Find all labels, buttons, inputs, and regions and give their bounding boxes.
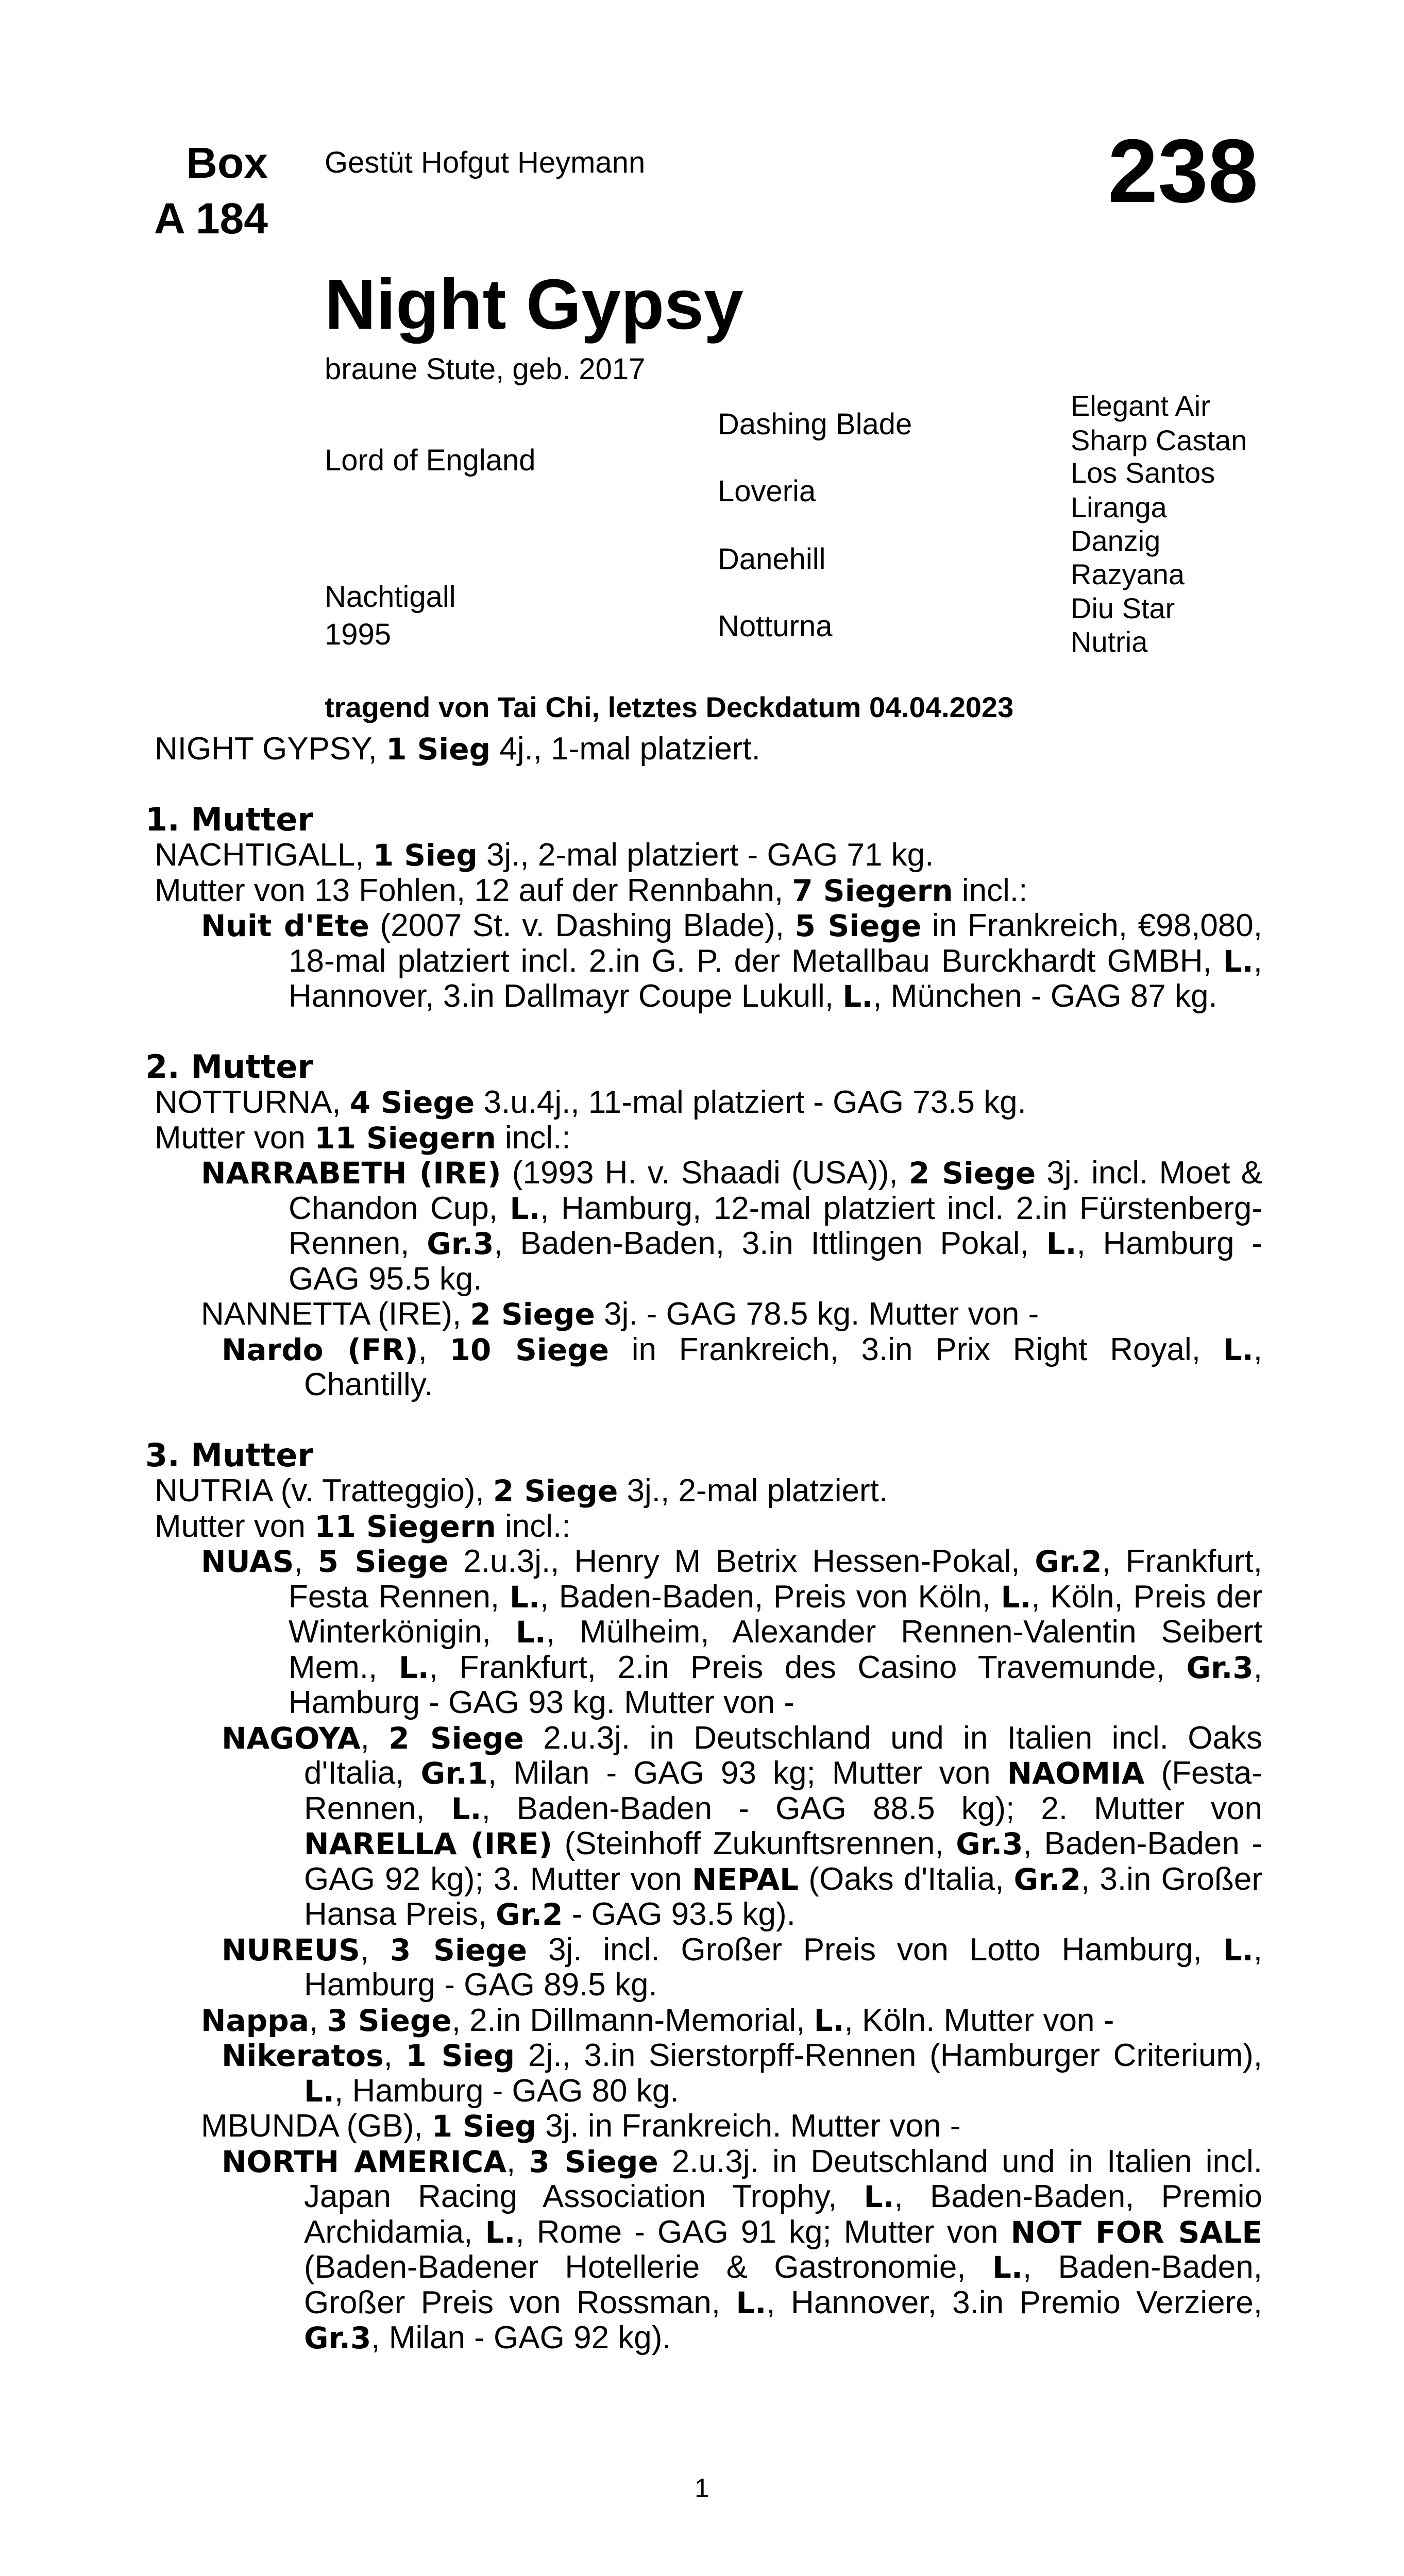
granddam-record: NOTTURNA, 4 Siege 3.u.4j., 11-mal platziert - GAG 73.5 kg. [155, 1084, 1026, 1120]
produce-entry: NANNETTA (IRE), 2 Siege 3j. - GAG 78.5 kg. Mutter von - [201, 1296, 1039, 1332]
stud-name: Gestüt Hofgut Heymann [325, 146, 646, 179]
produce-entry: NARRABETH (IRE) (1993 H. v. Shaadi (USA)), 2 Siege 3j. incl. Moet & Chandon Cup, L., Hamburg, 12-mal platziert incl. 2.in Fürstenberg-Rennen, Gr.3, Baden-Baden, 3.in Ittlingen Pokal, L., Hamburg - GAG 95.5 kg. [201, 1155, 1263, 1297]
page-number: 1 [695, 2473, 709, 2503]
pedigree-sire-sire: Dashing Blade [718, 408, 912, 441]
horse-name: Night Gypsy [325, 265, 743, 344]
box-number: A 184 [154, 194, 268, 243]
pedigree-g4-3: Los Santos [1071, 456, 1215, 489]
produce-entry: Nikeratos, 1 Sieg 2j., 3.in Sierstorpff-Rennen (Hamburger Criterium), L., Hamburg - GAG 80 kg. [222, 2038, 1262, 2109]
pedigree-dam-dam: Notturna [718, 609, 833, 643]
section-2-heading: 2. Mutter [145, 1047, 314, 1086]
produce-entry: Nardo (FR), 10 Siege in Frankreich, 3.in Prix Right Royal, L., Chantilly. [222, 1331, 1263, 1402]
racing-record [145, 731, 1263, 2356]
pedigree-g4-7: Diu Star [1071, 592, 1175, 624]
box-label: Box [186, 139, 268, 187]
dam-record: NACHTIGALL, 1 Sieg 3j., 2-mal platziert - GAG 71 kg. [155, 837, 934, 873]
lot-number: 238 [1108, 121, 1258, 222]
horse-description: braune Stute, geb. 2017 [325, 352, 646, 386]
produce-entry: NUAS, 5 Siege 2.u.3j., Henry M Betrix Hessen-Pokal, Gr.2, Frankfurt, Festa Rennen, L., Baden-Baden, Preis von Köln, L., Köln, Preis der Winterkönigin, L., Mülheim, Alexander Rennen-Valentin Seibert Mem., L., Frankfurt, 2.in Preis des Casino Travemunde, Gr.3, Hamburg - GAG 93 kg. Mutter von - [201, 1544, 1263, 1720]
pedigree-g4-1: Elegant Air [1071, 389, 1210, 422]
third-dam-record: NUTRIA (v. Tratteggio), 2 Siege 3j., 2-mal platziert. [155, 1473, 888, 1509]
covering-notice: tragend von Tai Chi, letztes Deckdatum 04.04.2023 [325, 691, 1014, 723]
section-3-heading: 3. Mutter [145, 1436, 314, 1474]
pedigree-dam: Nachtigall [325, 580, 456, 614]
pedigree-sire: Lord of England [325, 444, 536, 477]
pedigree-g4-4: Liranga [1071, 491, 1167, 523]
produce-entry: NAGOYA, 2 Siege 2.u.3j. in Deutschland und in Italien incl. Oaks d'Italia, Gr.1, Milan - GAG 93 kg; Mutter von NAOMIA (Festa-Rennen, L., Baden-Baden - GAG 88.5 kg); 2. Mutter von NARELLA (IRE) (Steinhoff Zukunftsrennen, Gr.3, Baden-Baden - GAG 92 kg); 3. Mutter von NEPAL (Oaks d'Italia, Gr.2, 3.in Großer Hansa Preis, Gr.2 - GAG 93.5 kg). [222, 1720, 1263, 1932]
pedigree-g4-8: Nutria [1071, 625, 1148, 658]
produce-entry: NUREUS, 3 Siege 3j. incl. Großer Preis von Lotto Hamburg, L., Hamburg - GAG 89.5 kg. [222, 1931, 1262, 2003]
horse-summary: NIGHT GYPSY, 1 Sieg 4j., 1-mal platziert. [155, 731, 760, 767]
pedigree-dam-sire: Danehill [718, 543, 826, 576]
section-1-heading: 1. Mutter [145, 800, 314, 838]
pedigree-sire-dam: Loveria [718, 474, 816, 508]
pedigree-g4-6: Razyana [1071, 558, 1185, 590]
third-dam-produce: Mutter von 11 Siegern incl.: [155, 1508, 571, 1544]
pedigree-dam-year: 1995 [325, 618, 392, 651]
produce-entry: Nappa, 3 Siege, 2.in Dillmann-Memorial, L., Köln. Mutter von - [201, 2002, 1114, 2038]
produce-entry: MBUNDA (GB), 1 Sieg 3j. in Frankreich. Mutter von - [201, 2108, 961, 2144]
produce-entry: NORTH AMERICA, 3 Siege 2.u.3j. in Deutschland und in Italien incl. Japan Racing Association Trophy, L., Baden-Baden, Premio Archidamia, L., Rome - GAG 91 kg; Mutter von NOT FOR SALE (Baden-Badener Hotellerie & Gastronomie, L., Baden-Baden, Großer Preis von Rossman, L., Hannover, 3.in Premio Verziere, Gr.3, Milan - GAG 92 kg). [222, 2143, 1262, 2355]
pedigree-g4-5: Danzig [1071, 524, 1161, 557]
granddam-produce: Mutter von 11 Siegern incl.: [155, 1120, 571, 1156]
dam-produce: Mutter von 13 Fohlen, 12 auf der Rennbahn, 7 Siegern incl.: [155, 872, 1028, 908]
produce-entry: Nuit d'Ete (2007 St. v. Dashing Blade), 5 Siege in Frankreich, €98,080, 18-mal platziert incl. 2.in G. P. der Metallbau Burckhardt GMBH, L., Hannover, 3.in Dallmayr Coupe Lukull, L., München - GAG 87 kg. [201, 908, 1262, 1014]
pedigree-g4-2: Sharp Castan [1071, 424, 1247, 456]
